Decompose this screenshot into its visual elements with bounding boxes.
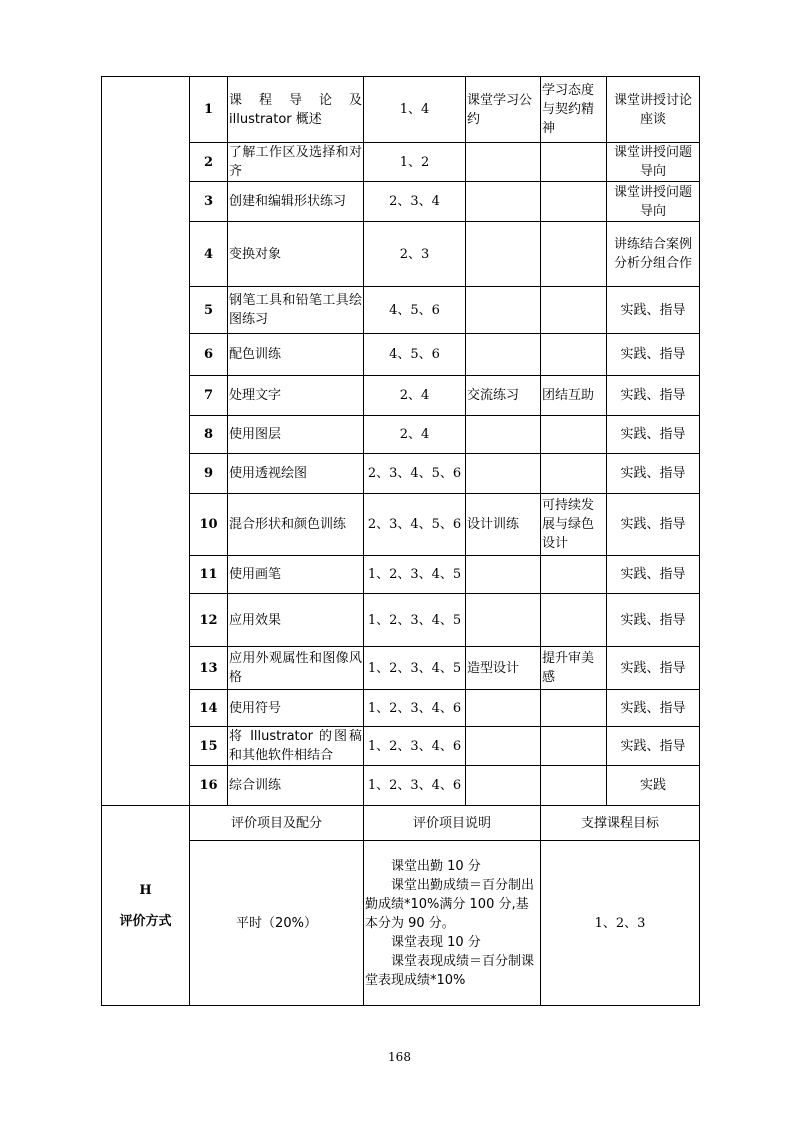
table-row (102, 182, 700, 222)
row-number: 3 (190, 182, 228, 222)
teaching-content: 了解工作区及选择和对齐 (228, 143, 364, 182)
evaluation-section-cell (102, 806, 190, 1006)
section-blank-cell (102, 77, 190, 806)
teaching-method: 实践、指导 (607, 690, 700, 727)
header-description: 评价项目说明 (364, 806, 541, 841)
ideology-goal (541, 690, 607, 727)
row-number: 13 (190, 647, 228, 690)
ideology-element (466, 416, 541, 454)
teaching-content: 使用透视绘图 (228, 454, 364, 494)
course-goals: 2、4 (364, 416, 466, 454)
ideology-element (466, 287, 541, 334)
course-goals: 2、3、4、5、6 (364, 494, 466, 556)
course-goals: 1、2、3、4、6 (364, 727, 466, 766)
ideology-goal (541, 143, 607, 182)
teaching-method: 实践、指导 (607, 376, 700, 416)
ideology-goal: 提升审美感 (541, 647, 607, 690)
evaluation-item: 平时（20%） (190, 841, 364, 1006)
table-row (102, 727, 700, 766)
evaluation-description (364, 841, 541, 1006)
header-support-goals: 支撑课程目标 (541, 806, 700, 841)
table-row (102, 647, 700, 690)
header-item: 评价项目及配分 (190, 806, 364, 841)
teaching-method: 实践、指导 (607, 454, 700, 494)
row-number: 7 (190, 376, 228, 416)
description-line: 课堂表现 10 分 (391, 934, 481, 950)
teaching-method: 实践、指导 (607, 416, 700, 454)
teaching-content: 配色训练 (228, 334, 364, 376)
row-number: 16 (190, 766, 228, 806)
ideology-goal (541, 334, 607, 376)
table-row (102, 334, 700, 376)
ideology-element (466, 594, 541, 647)
ideology-element: 交流练习 (466, 376, 541, 416)
teaching-content: 将 Illustrator 的图稿和其他软件相结合 (228, 727, 364, 766)
evaluation-header-row (102, 806, 700, 841)
table-row (102, 494, 700, 556)
description-line: 课堂表现成绩＝百分制课堂表现成绩*10% (365, 953, 535, 988)
course-table (101, 76, 700, 1006)
ideology-goal (541, 416, 607, 454)
ideology-goal (541, 727, 607, 766)
row-number: 2 (190, 143, 228, 182)
ideology-element (466, 766, 541, 806)
teaching-content: 使用画笔 (228, 556, 364, 594)
course-goals: 4、5、6 (364, 287, 466, 334)
teaching-content: 创建和编辑形状练习 (228, 182, 364, 222)
row-number: 14 (190, 690, 228, 727)
row-number: 5 (190, 287, 228, 334)
row-number: 6 (190, 334, 228, 376)
course-goals: 1、2 (364, 143, 466, 182)
course-goals: 1、2、3、4、6 (364, 766, 466, 806)
table-row (102, 454, 700, 494)
table-row (102, 690, 700, 727)
ideology-element (466, 727, 541, 766)
ideology-goal: 学习态度与契约精神 (541, 77, 607, 143)
teaching-method: 实践、指导 (607, 287, 700, 334)
teaching-method: 实践、指导 (607, 727, 700, 766)
row-number: 15 (190, 727, 228, 766)
evaluation-row (102, 841, 700, 1006)
row-number: 9 (190, 454, 228, 494)
course-goals: 1、2、3、4、5 (364, 594, 466, 647)
description-line: 课堂出勤 10 分 (391, 858, 481, 874)
table-row (102, 594, 700, 647)
table-row (102, 766, 700, 806)
ideology-element (466, 143, 541, 182)
ideology-goal (541, 287, 607, 334)
row-number: 12 (190, 594, 228, 647)
course-goals: 2、3、4 (364, 182, 466, 222)
description-line: 课堂出勤成绩＝百分制出勤成绩*10%满分 100 分,基本分为 90 分。 (365, 877, 535, 931)
row-number: 4 (190, 222, 228, 287)
table-row (102, 376, 700, 416)
row-number: 11 (190, 556, 228, 594)
table-row (102, 287, 700, 334)
ideology-element (466, 454, 541, 494)
course-goals: 2、4 (364, 376, 466, 416)
teaching-content: 使用图层 (228, 416, 364, 454)
ideology-goal (541, 182, 607, 222)
course-goals: 1、2、3、4、5 (364, 556, 466, 594)
table-row (102, 77, 700, 143)
table-row (102, 222, 700, 287)
teaching-content: 应用外观属性和图像风格 (228, 647, 364, 690)
ideology-element (466, 556, 541, 594)
ideology-goal (541, 766, 607, 806)
ideology-goal (541, 556, 607, 594)
ideology-goal: 可持续发展与绿色设计 (541, 494, 607, 556)
ideology-element (466, 334, 541, 376)
ideology-goal (541, 222, 607, 287)
teaching-method: 课堂讲授问题导向 (607, 143, 700, 182)
course-goals: 4、5、6 (364, 334, 466, 376)
ideology-element: 课堂学习公约 (466, 77, 541, 143)
course-goals: 1、4 (364, 77, 466, 143)
teaching-method: 实践、指导 (607, 594, 700, 647)
teaching-method: 实践、指导 (607, 334, 700, 376)
course-goals: 2、3、4、5、6 (364, 454, 466, 494)
teaching-method: 实践、指导 (607, 556, 700, 594)
teaching-method: 实践、指导 (607, 494, 700, 556)
teaching-content: 钢笔工具和铅笔工具绘图练习 (228, 287, 364, 334)
teaching-method: 实践 (607, 766, 700, 806)
ideology-element (466, 222, 541, 287)
course-goals: 1、2、3、4、6 (364, 690, 466, 727)
teaching-method: 课堂讲授问题导向 (607, 182, 700, 222)
teaching-content: 应用效果 (228, 594, 364, 647)
ideology-goal (541, 594, 607, 647)
ideology-goal (541, 454, 607, 494)
teaching-content: 综合训练 (228, 766, 364, 806)
teaching-method: 实践、指导 (607, 647, 700, 690)
ideology-element (466, 182, 541, 222)
teaching-content: 使用符号 (228, 690, 364, 727)
ideology-element (466, 690, 541, 727)
section-letter: H (139, 882, 152, 898)
row-number: 1 (190, 77, 228, 143)
course-goals: 1、2、3、4、5 (364, 647, 466, 690)
ideology-goal: 团结互助 (541, 376, 607, 416)
table-row (102, 556, 700, 594)
course-goals: 2、3 (364, 222, 466, 287)
teaching-method: 课堂讲授讨论座谈 (607, 77, 700, 143)
table-row (102, 143, 700, 182)
table-row (102, 416, 700, 454)
teaching-method: 讲练结合案例分析分组合作 (607, 222, 700, 287)
teaching-content: 课 程 导 论 及 illustrator 概述 (228, 77, 364, 143)
teaching-content: 混合形状和颜色训练 (228, 494, 364, 556)
section-title: 评价方式 (119, 913, 172, 929)
row-number: 10 (190, 494, 228, 556)
ideology-element: 设计训练 (466, 494, 541, 556)
ideology-element: 造型设计 (466, 647, 541, 690)
page-number: 168 (388, 1050, 411, 1064)
teaching-content: 变换对象 (228, 222, 364, 287)
evaluation-support-goals: 1、2、3 (541, 841, 700, 1006)
row-number: 8 (190, 416, 228, 454)
teaching-content: 处理文字 (228, 376, 364, 416)
